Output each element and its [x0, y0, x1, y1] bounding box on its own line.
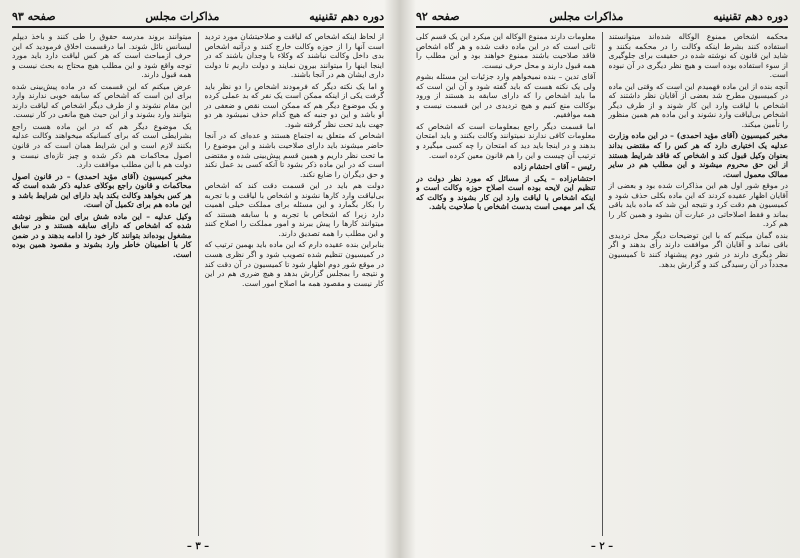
- right-page-header: [416, 8, 788, 24]
- left-column-left: [12, 32, 192, 536]
- paragraph: آنچه بنده از این ماده فهمیدم این است که وقتی این ماده در کمیسیون مطرح شد بعضی از آقایان نظر داشتند که اشخاص با لیاقت وارد این کار شوند و از طرف دیگر اشخاص بی‌لیاقت وارد نشوند و این ماده هم همین منظور را تأمین میکند.: [608, 81, 788, 129]
- right-page-number: صفحه ۹۲: [416, 9, 460, 23]
- paragraph: آقای تدین – بنده نمیخواهم وارد جزئیات این مسئله بشوم ولی یک نکته هست که باید گفته شود و آن این است که ما باید اشخاص را که دارای سابقه بد هستند از ورود بوکالت منع کنیم و هیچ تردیدی در این قسمت نیست و همه موافقیم.: [416, 72, 596, 120]
- left-period-label: دوره دهم تقنینیه: [309, 9, 384, 23]
- right-page: [404, 0, 800, 558]
- paragraph: دولت هم باید در این قسمت دقت کند که اشخاص بی‌لیاقت وارد کارها نشوند و اشخاص با لیاقت و با تجربه را بکار بگمارد و این مسئله برای مملکت خیلی اهمیت دارد زیرا که اشخاص با تجربه و با سابقه هستند که میتوانند کارها را پیش ببرند و امور مملکت را اصلاح کنند و این مطلب را همه تصدیق دارند.: [204, 181, 384, 238]
- paragraph: در موقع شور اول هم این مذاکرات شده بود و بعضی از آقایان اظهار عقیده کردند که این ماده بکلی حذف شود و کمیسیون هم دقت کرد و نتیجه این شد که ماده باید باقی بماند و فقط اصلاحاتی در عبارت آن بشود و همین کار را هم کرد.: [608, 181, 788, 229]
- right-running-title: مذاکرات مجلس: [549, 9, 624, 23]
- left-text-columns: [12, 32, 384, 536]
- paragraph: اما قسمت دیگر راجع بمعلومات است که اشخاص که معلومات کافی ندارند نمیتوانند وکالت بکنند و باید امتحان بدهند و در اینجا باید دید که امتحان را چه کسی میگیرد و ترتیب آن چیست و این را هم قانون معین کرده است.: [416, 121, 596, 160]
- right-text-columns: [416, 32, 788, 536]
- paragraph: میتوانند بروند مدرسه حقوق را طی کنند و باخذ دیپلم لیسانس نائل شوند. اما درقسمت اخلاق فرمودید که این حرف ازمباحث است که هر کس لیاقت دارد باید مورد توجه واقع شود و این مطلب هیچ محتاج به بحث نیست و همه قبول دارند.: [12, 32, 192, 80]
- right-header-rule: [416, 26, 788, 28]
- paragraph: محکمه اشخاص ممنوع الوکاله شده‌اند میتوانستند استفاده کنند بشرط اینکه وکالت را در محکمه بکنند و شاید این قانون که نوشته شده در حقیقت برای جلوگیری از سوء استفاده بوده است و هیچ نظر دیگری در آن نبوده است.: [608, 32, 788, 80]
- paragraph: و اما یک نکته دیگر که فرمودند اشخاص را دو نظر باید گرفت یکی از اینکه ممکن است یک نفر که بد عملی کرده و یک موضوع دیگر هم که ممکن است نقص و ضعفی در او باشد و این دو جنبه که هیچ کدام حذف نمیشود هر دو جهت باید تحت نظر گرفته شود.: [204, 81, 384, 129]
- left-page: [0, 0, 396, 558]
- paragraph: اشخاص که متعلق به اجتماع هستند و عده‌ای که در آنجا حاضر میشوند باید دارای صلاحیت باشند و این موضوع را ما تحت نظر داریم و همین قسم پیش‌بینی شده و مقتضی است که در این ماده ذکر بشود تا آنکه کسی بد عمل نکند و حق دیگران را ضایع نکند.: [204, 131, 384, 179]
- paragraph: بنده گمان میکنم که با این توضیحات دیگر محل تردیدی باقی نماند و آقایان اگر موافقت دارند رأی بدهند و اگر نظر دیگری دارند در شور دوم پیشنهاد کنند تا کمیسیون مجدداً در آن رسیدگی کند و گزارش بدهد.: [608, 230, 788, 269]
- right-page-footer: – ۲ –: [590, 541, 614, 552]
- column-divider: [602, 32, 603, 536]
- paragraph: بنابراین بنده عقیده دارم که این ماده باید بهمین ترتیب که در کمیسیون تنظیم شده تصویب شود و اگر نظری هست در موقع شور دوم اظهار شود تا کمیسیون در آن دقت کند و نتیجه را بمجلس گزارش بدهد و هیچ ضرری هم در این کار نیست و مقصود همه ما اصلاح امور است.: [204, 240, 384, 288]
- paragraph: عرض میکنم که این قسمت که در ماده پیش‌بینی شده برای این است که اشخاص که سابقه خوبی ندارند وارد این مقام نشوند و از طرف دیگر اشخاص که لیاقت دارند بتوانند وارد بشوند و از این حیث هیچ مانعی در کار نیست.: [12, 81, 192, 120]
- speaker-paragraph: وکیل عدلیه – این ماده شش برای این منظور نوشته شده که اشخاص که دارای سابقه هستند و در سابق مشغول بوده‌اند بتوانند کار خود را ادامه بدهند و در ضمن کار با اطمینان خاطر وارد بشوند و مقصود همین بوده است.: [12, 211, 192, 260]
- left-page-footer: – ۳ –: [186, 541, 210, 552]
- left-header-rule: [12, 26, 384, 28]
- right-column-left: [416, 32, 596, 536]
- left-page-header: [12, 8, 384, 24]
- speaker-paragraph: مخبر کمیسیون (آقای مؤید احمدی) – در قانون اصول محاکمات و قانون راجع بوکلای عدلیه ذکر شده است که هر کس بخواهد وکالت بکند باید دارای این شرایط باشد و این ماده هم برای تکمیل آن است.: [12, 171, 192, 210]
- right-column-right: [608, 32, 788, 536]
- left-running-title: مذاکرات مجلس: [145, 9, 220, 23]
- paragraph: معلومات دارند ممنوع الوکاله این میکرد این یک قسم کلی ثانی است که در این ماده دقت شده و هر گاه اشخاص فاقد صلاحیت باشند ممنوع خواهند بود و این مطلب را همه قبول دارند و محل حرف نیست.: [416, 32, 596, 70]
- speaker-paragraph: احتشام‌زاده – یکی از مسائل که مورد نظر دولت در تنظیم این لایحه بوده است اصلاح حوزه وکالت است و اینکه اشخاص با لیاقت وارد این کار بشوند و وکالت که یک امر مهمی است بدست اشخاص با صلاحیت باشد.: [416, 173, 596, 212]
- speaker-paragraph: مخبر کمیسیون (آقای مؤید احمدی) – در این ماده وزارت عدلیه یک اختیاری دارد که هر کس را که مقتضی بداند بعنوان وکیل قبول کند و اشخاص که فاقد شرایط هستند از این حق محروم میشوند و این مطلب هم در سایر ممالک معمول است.: [608, 131, 788, 179]
- left-column-right: [204, 32, 384, 536]
- paragraph: از لحاظ اینکه اشخاص که لیاقت و صلاحیتشان مورد تردید است آنها را از حوزه وکالت خارج کنند و درآتیه اشخاص بدی داخل وکالت نباشند که وکلاء با وجدان باشند که در اینجا اینها را میتوانند بیرون نمایند و دولت داریم تا دولت داری ایشان هم در آنجا باشند.: [204, 32, 384, 80]
- column-divider: [198, 32, 199, 536]
- speaker-paragraph: رئیس – آقای احتشام زاده: [513, 162, 596, 172]
- left-page-number: صفحه ۹۳: [12, 9, 56, 23]
- paragraph: یک موضوع دیگر هم که در این ماده هست راجع بشرایطی است که برای کسانیکه میخواهند وکالت عدلیه بکنند لازم است و این شرایط همان است که در قانون اصول محاکمات هم ذکر شده و چیز تازه‌ای نیست و دولت هم با این مطلب موافقت دارد.: [12, 121, 192, 170]
- right-period-label: دوره دهم تقنینیه: [713, 9, 788, 23]
